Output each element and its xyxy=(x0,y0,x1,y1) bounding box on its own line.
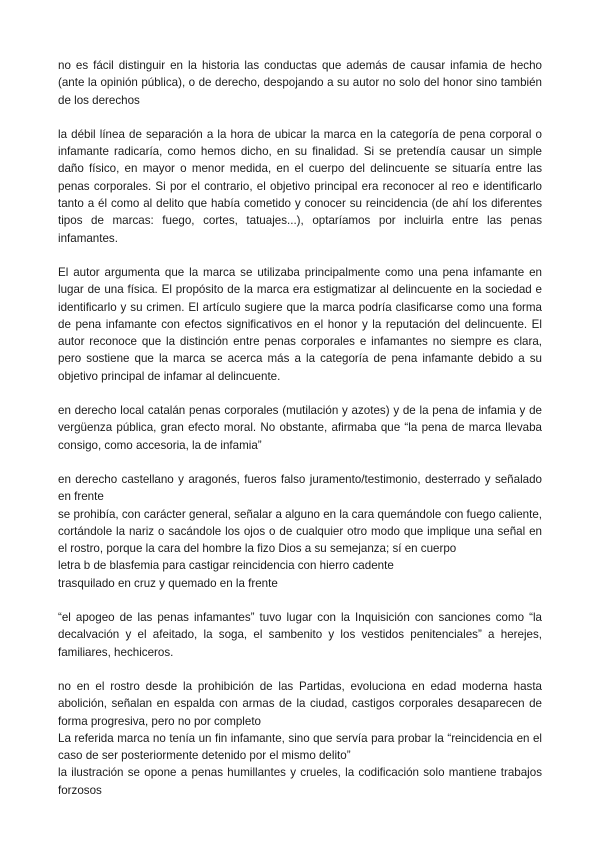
paragraph-derecho-castellano: en derecho castellano y aragonés, fueros falso juramento/testimonio, desterrado y señalado en frente xyxy=(58,472,542,504)
paragraph-letra-b: letra b de blasfemia para castigar reincidencia con hierro cadente xyxy=(58,559,394,573)
paragraph-spacer xyxy=(58,592,542,609)
paragraph-linea-separacion: la débil línea de separación a la hora de ubicar la marca en la categoría de pena corporal o infamante radicaría, como hemos dicho, en su finalidad. Si se pretendía causar un simple daño físico, en mayor o menor medida, en el cuerpo del delincuente se situaría entre las penas corporales. Si por el contrario, el objetivo principal era reconocer al reo e identificarlo tanto a él como al delito que había cometido y conocer su reincidencia (de ahí los diferentes tipos de marcas: fuego, cortes, tatuajes...), optaríamos por incluirla entre las penas infamantes. xyxy=(58,127,542,245)
paragraph-trasquilado: trasquilado en cruz y quemado en la frente xyxy=(58,576,278,590)
paragraph-reincidencia: La referida marca no tenía un fin infamante, sino que servía para probar la “reincidencia en el caso de ser posteriormente detenido por el mismo delito” xyxy=(58,731,542,763)
paragraph-edad-moderna: no en el rostro desde la prohibición de las Partidas, evoluciona en edad moderna hasta abolición, señalan en espalda con armas de la ciudad, castigos corporales desaparecen de forma progresiva, pero no por completo xyxy=(58,679,542,728)
paragraph-prohibicion-cara: se prohibía, con carácter general, señalar a alguno en la cara quemándole con fuego caliente, cortándole la nariz o sacándole los ojos o de cualquier otro modo que implique una señal en el rostro, porque la cara del hombre la fizo Dios a su semejanza; sí en cuerpo xyxy=(58,507,542,556)
paragraph-spacer xyxy=(58,454,542,471)
paragraph-spacer xyxy=(58,661,542,678)
paragraph-inquisicion: “el apogeo de las penas infamantes” tuvo lugar con la Inquisición con sanciones como “la decalvación y el afeitado, la soga, el sambenito y los vestidos penitenciales” a herejes, familiares, hechiceros. xyxy=(58,611,542,659)
paragraph-spacer xyxy=(58,385,542,402)
paragraph-spacer xyxy=(58,109,542,126)
document-body xyxy=(58,57,542,799)
paragraph-autor-argumenta: El autor argumenta que la marca se utilizaba principalmente como una pena infamante en lugar de una física. El propósito de la marca era estigmatizar al delincuente en la sociedad e identificarlo y su crimen. El artículo sugiere que la marca podría clasificarse como una forma de pena infamante con efectos significativos en el honor y la reputación del delincuente. El autor reconoce que la distinción entre penas corporales e infamantes no siempre es clara, pero sostiene que la marca se acerca más a la categoría de pena infamante debido a su objetivo principal de infamar al delincuente. xyxy=(58,265,542,383)
paragraph-infamia-historia: no es fácil distinguir en la historia las conductas que además de causar infamia de hecho (ante la opinión pública), o de derecho, despojando a su autor no solo del honor sino también de los derechos xyxy=(58,59,542,107)
paragraph-ilustracion: la ilustración se opone a penas humillantes y crueles, la codificación solo mantiene trabajos forzosos xyxy=(58,766,542,797)
paragraph-derecho-catalan: en derecho local catalán penas corporales (mutilación y azotes) y de la pena de infamia y de vergüenza pública, gran efecto moral. No obstante, afirmaba que “la pena de marca llevaba consigo, como accesoria, la de infamia” xyxy=(58,404,542,452)
paragraph-spacer xyxy=(58,247,542,264)
